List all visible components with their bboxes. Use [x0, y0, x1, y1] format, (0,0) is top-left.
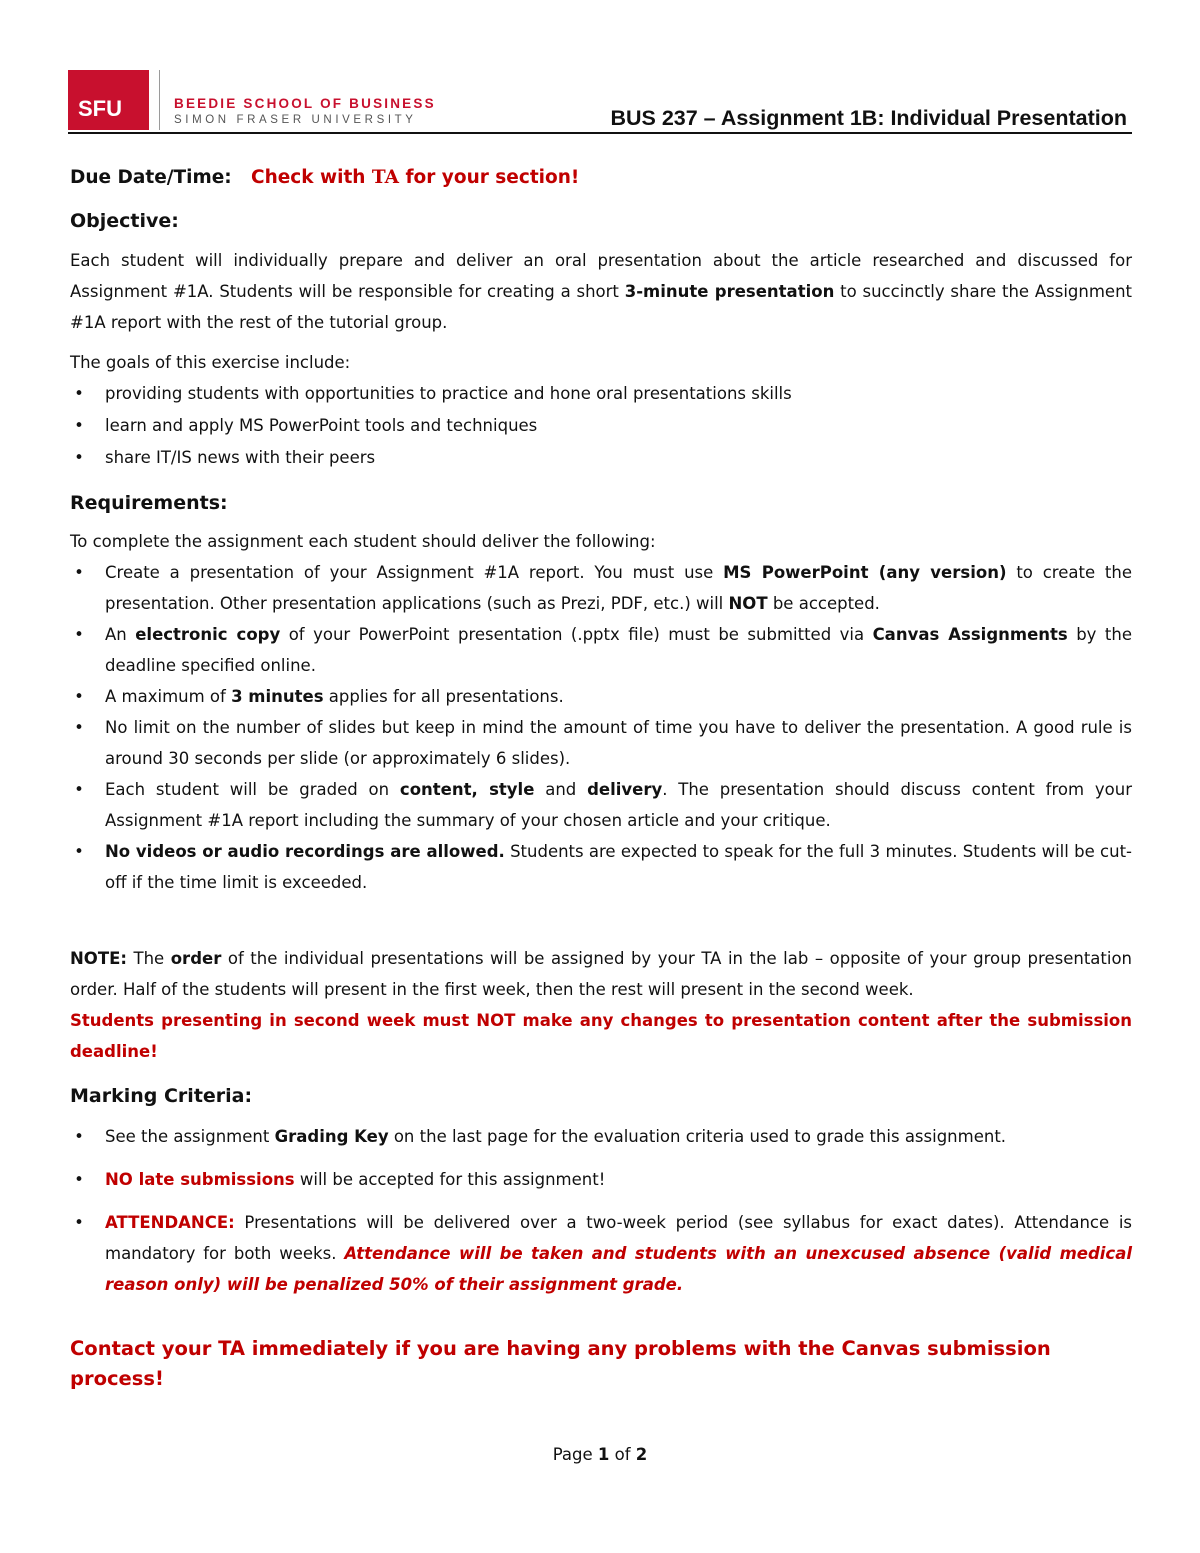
- text-span: of the individual presentations will be assigned by your TA in the lab – opposite of your group presentation order. Half of the students will present in the first week, then the rest will present in the second week.: [70, 949, 1133, 999]
- list-item: [70, 442, 1132, 473]
- list-item: [70, 1164, 1132, 1195]
- page-footer: [0, 1445, 1200, 1464]
- marking-heading: Marking Criteria:: [70, 1085, 253, 1107]
- list-item: [70, 619, 1132, 681]
- note-paragraph: [70, 943, 1132, 1005]
- bullet-icon: •: [74, 1127, 84, 1146]
- list-item: [70, 557, 1132, 619]
- bold-span: 3-minute presentation: [624, 282, 835, 301]
- sfu-beedie-logo: [68, 70, 436, 130]
- list-item-text: providing students with opportunities to practice and hone oral presentations skills: [105, 384, 792, 403]
- goals-list: [70, 378, 1132, 473]
- bullet-icon: •: [74, 448, 84, 467]
- page-word: Page: [552, 1445, 598, 1464]
- text-span: An: [105, 625, 136, 644]
- school-name: BEEDIE SCHOOL OF BUSINESS: [174, 96, 436, 111]
- logo-text: [174, 70, 436, 130]
- list-item: [70, 378, 1132, 409]
- goals-intro: The goals of this exercise include:: [70, 353, 351, 372]
- note-warning: Students presenting in second week must NOT make any changes to presentation content after the submission deadline!: [70, 1011, 1132, 1061]
- text-span: See the assignment: [105, 1127, 275, 1146]
- text-span: and: [534, 780, 588, 799]
- bullet-icon: •: [74, 1213, 84, 1232]
- page-total: 2: [635, 1445, 648, 1464]
- university-name: SIMON FRASER UNIVERSITY: [174, 114, 417, 126]
- text-span: Students are expected to speak for the full 3 minutes. Students will be cut-off if the time limit is exceeded.: [105, 842, 1132, 892]
- bullet-icon: •: [74, 687, 84, 706]
- bullet-icon: •: [74, 563, 84, 582]
- text-span: will be accepted for this assignment!: [294, 1170, 606, 1189]
- contact-ta-notice: Contact your TA immediately if you are having any problems with the Canvas submission process!: [70, 1337, 1051, 1390]
- list-item: [70, 410, 1132, 441]
- requirements-heading: Requirements:: [70, 492, 228, 514]
- objective-heading: Objective:: [70, 210, 179, 232]
- bold-span: MS PowerPoint (any version): [723, 563, 1007, 582]
- due-date-value-ta: TA: [371, 167, 400, 188]
- bullet-icon: •: [74, 842, 84, 861]
- list-item: [70, 712, 1132, 774]
- bold-span: Canvas Assignments: [872, 625, 1068, 644]
- bullet-icon: •: [74, 625, 84, 644]
- document-body: [70, 160, 1132, 1394]
- list-item-text: share IT/IS news with their peers: [105, 448, 376, 467]
- objective-paragraph: [70, 245, 1132, 338]
- text-span: Presentations will be delivered over a two-week period (see syllabus for exact dates). Attendance is mandatory for both weeks.: [105, 1213, 1132, 1263]
- bullet-icon: •: [74, 416, 84, 435]
- due-date-label: Due Date/Time:: [70, 167, 232, 188]
- logo-divider: [159, 70, 160, 130]
- bold-span: NO late submissions: [105, 1170, 295, 1189]
- bold-span: 3 minutes: [231, 687, 324, 706]
- bold-span: electronic copy: [135, 625, 281, 644]
- list-item-text: No limit on the number of slides but keep in mind the amount of time you have to deliver the presentation. A good rule is around 30 seconds per slide (or approximately 6 slides).: [105, 718, 1132, 768]
- bold-span: order: [170, 949, 222, 968]
- requirements-list: [70, 557, 1132, 898]
- marking-list: [70, 1121, 1132, 1300]
- text-span: applies for all presentations.: [323, 687, 564, 706]
- text-span: by the deadline specified online.: [105, 625, 1132, 675]
- text-span: The: [126, 949, 171, 968]
- header-rule: [68, 132, 1132, 134]
- requirements-intro: To complete the assignment each student should deliver the following:: [70, 532, 656, 551]
- text-span: Each student will individually prepare and deliver an oral presentation about the article researched and discussed for Assignment #1A. Students will be responsible for creating a short: [70, 251, 1132, 301]
- list-item: [70, 836, 1132, 898]
- bold-span: NOT: [728, 594, 768, 613]
- due-date-value: [251, 167, 579, 188]
- text-span: be accepted.: [767, 594, 880, 613]
- list-item: [70, 1207, 1132, 1300]
- list-item: [70, 1121, 1132, 1152]
- of-word: of: [609, 1445, 636, 1464]
- text-span: to succinctly share the Assignment #1A report with the rest of the tutorial group.: [70, 282, 1133, 332]
- bold-span: content, style: [399, 780, 535, 799]
- list-item: [70, 774, 1132, 836]
- due-date-value-part: for your section!: [399, 167, 580, 188]
- bullet-icon: •: [74, 1170, 84, 1189]
- text-span: of your PowerPoint presentation (.pptx file) must be submitted via: [280, 625, 873, 644]
- due-date-line: [70, 160, 1132, 196]
- bold-span: No videos or audio recordings are allowed.: [105, 842, 505, 861]
- text-span: A maximum of: [105, 687, 232, 706]
- due-date-value-part: Check with: [251, 167, 372, 188]
- sfu-logo-box: SFU: [68, 70, 149, 130]
- list-item-text: learn and apply MS PowerPoint tools and techniques: [105, 416, 538, 435]
- bullet-icon: •: [74, 384, 84, 403]
- note-label: NOTE:: [70, 949, 127, 968]
- bullet-icon: •: [74, 780, 84, 799]
- bold-span: Grading Key: [274, 1127, 389, 1146]
- bullet-icon: •: [74, 718, 84, 737]
- document-title: BUS 237 – Assignment 1B: Individual Presentation: [610, 106, 1127, 130]
- page-number: 1: [597, 1445, 610, 1464]
- list-item: [70, 681, 1132, 712]
- bold-span: ATTENDANCE:: [105, 1213, 235, 1232]
- text-span: Create a presentation of your Assignment #1A report. You must use: [105, 563, 724, 582]
- text-span: on the last page for the evaluation criteria used to grade this assignment.: [388, 1127, 1007, 1146]
- bold-italic-span: Attendance will be taken and students with an unexcused absence (valid medical reason only) will be penalized 50% of their assignment grade.: [105, 1244, 1132, 1294]
- text-span: . The presentation should discuss content from your Assignment #1A report including the summary of your chosen article and your critique.: [105, 780, 1132, 830]
- text-span: Each student will be graded on: [105, 780, 400, 799]
- bold-span: delivery: [587, 780, 663, 799]
- text-span: to create the presentation. Other presentation applications (such as Prezi, PDF, etc.) will: [105, 563, 1132, 613]
